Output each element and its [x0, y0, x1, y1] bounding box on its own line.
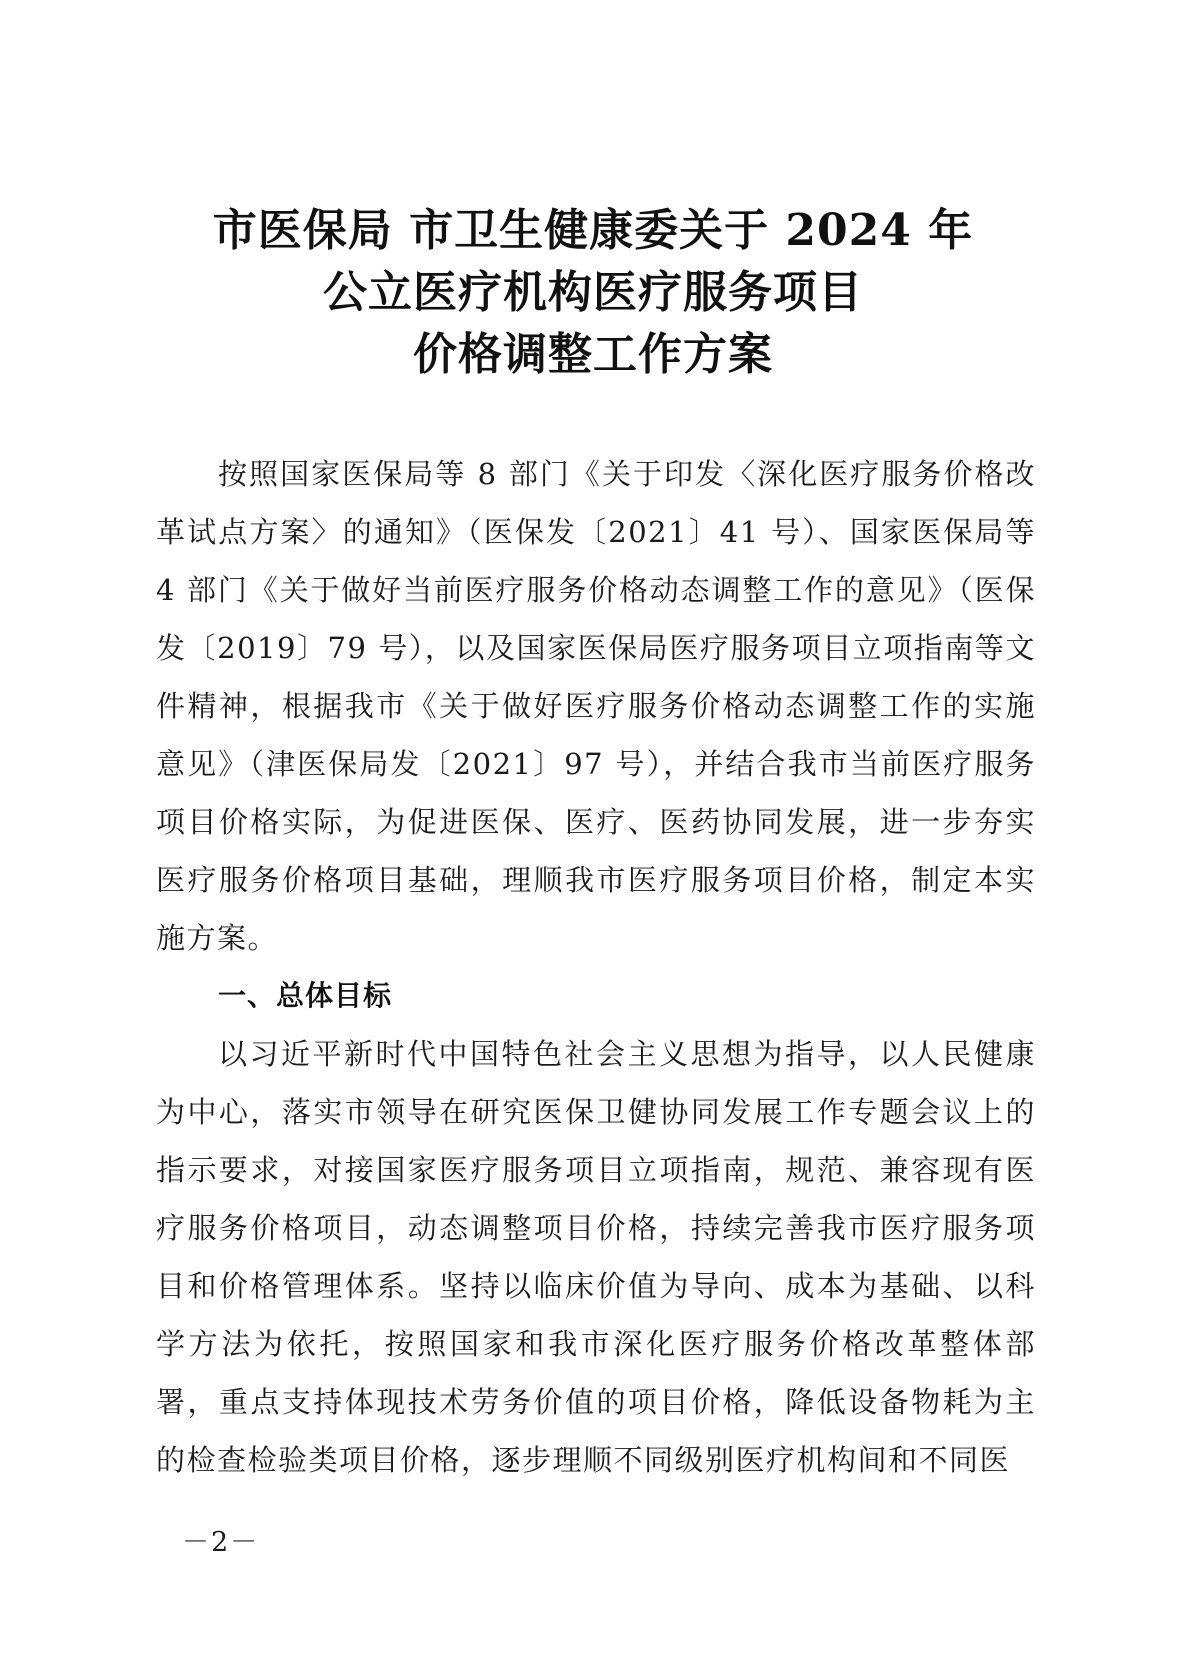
section-heading-overall-goals: 一、总体目标 — [218, 979, 393, 1012]
intro-paragraph: 按照国家医保局等 8 部门《关于印发〈深化医疗服务价格改革试点方案〉的通知》（医保发〔2021〕41 号）、国家医保局等 4 部门《关于做好当前医疗服务价格动态调整工作的意见》（医保发〔2019〕79 号），以及国家医保局医疗服务项目立项指南等文件精神，根据我市《关于做好医疗服务价格动态调整工作的实施意见》（津医保局发〔2021〕97 号），并结合我市当前医疗服务项目价格实际，为促进医保、医疗、医药协同发展，进一步夯实医疗服务价格项目基础，理顺我市医疗服务项目价格，制定本实施方案。 — [156, 457, 1036, 955]
document-body — [156, 445, 1036, 1489]
title-line-3: 价格调整工作方案 — [413, 329, 773, 380]
title-line-1: 市医保局 市卫生健康委关于 2024 年 — [212, 205, 974, 256]
title-line-2: 公立医疗机构医疗服务项目 — [323, 267, 863, 318]
document-title — [0, 200, 1186, 386]
page-number: －2－ — [182, 1527, 260, 1558]
section-1-paragraph: 以习近平新时代中国特色社会主义思想为指导，以人民健康为中心，落实市领导在研究医保卫健协同发展工作专题会议上的指示要求，对接国家医疗服务项目立项指南，规范、兼容现有医疗服务价格项目，动态调整项目价格，持续完善我市医疗服务项目和价格管理体系。坚持以临床价值为导向、成本为基础、以科学方法为依托，按照国家和我市深化医疗服务价格改革整体部署，重点支持体现技术劳务价值的项目价格，降低设备物耗为主的检查检验类项目价格，逐步理顺不同级别医疗机构间和不同医 — [156, 1037, 1036, 1477]
